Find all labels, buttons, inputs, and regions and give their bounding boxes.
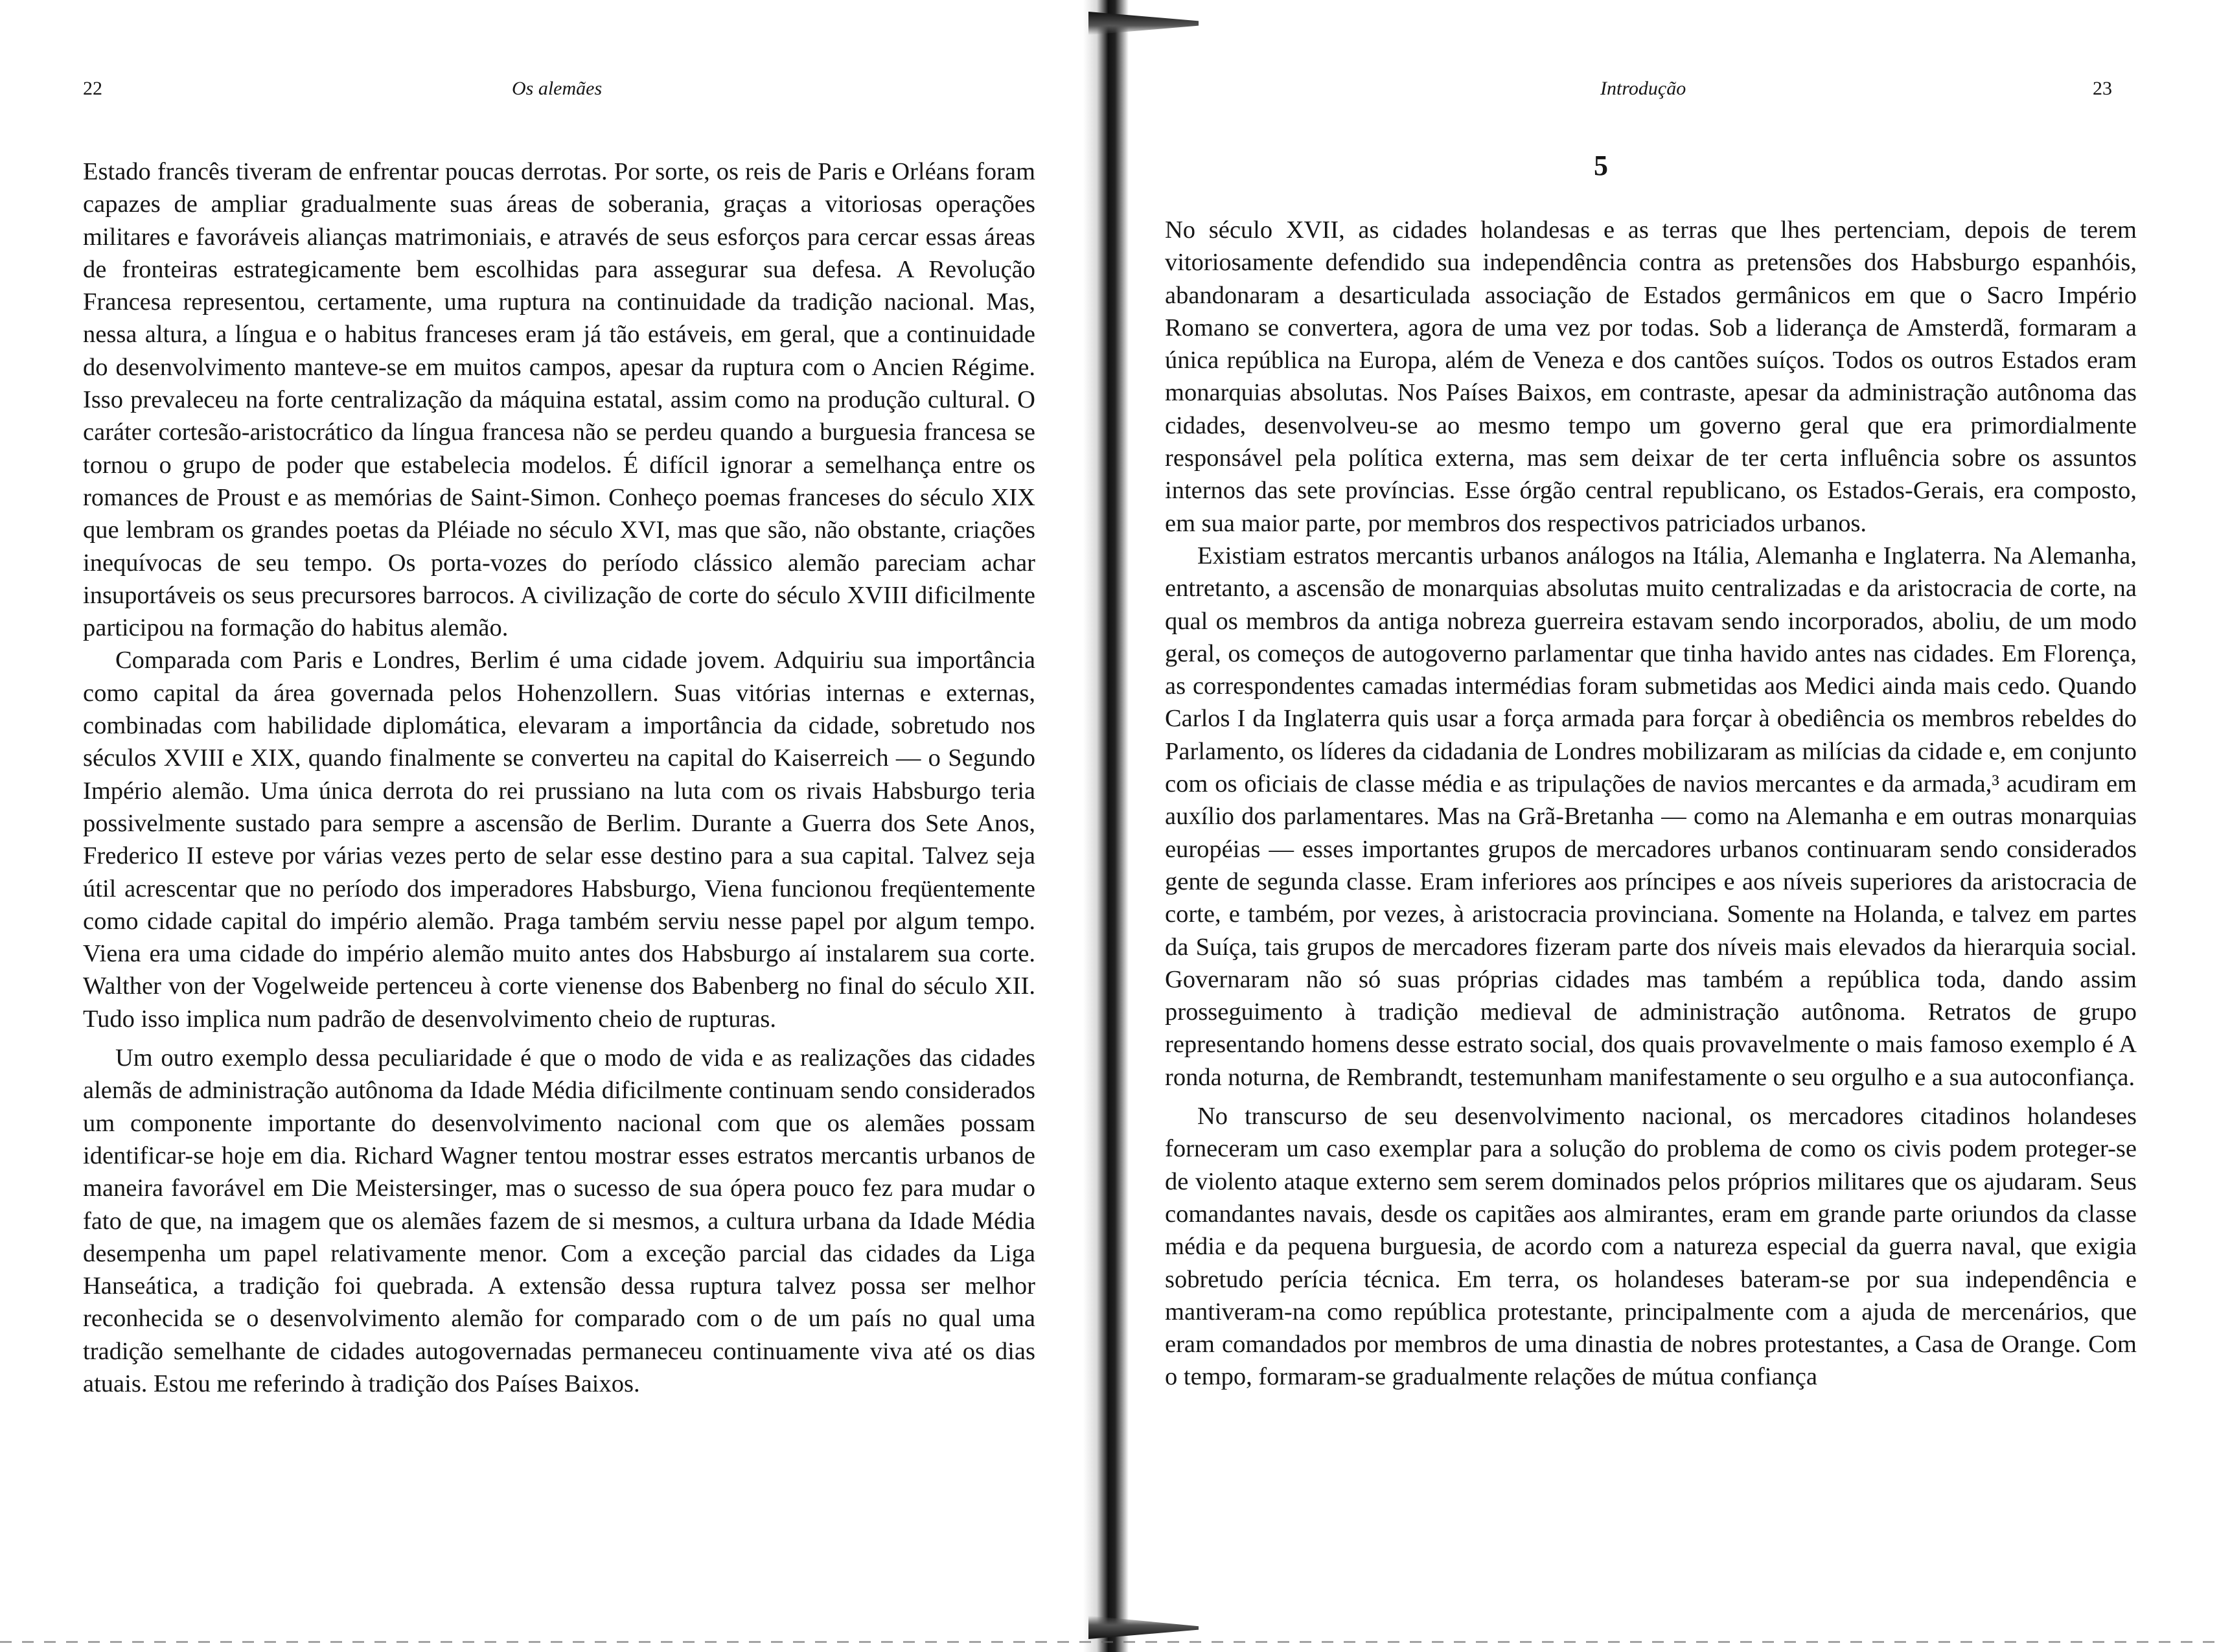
page-number: 23	[2093, 78, 2112, 99]
left-body-text	[83, 155, 1035, 1400]
right-page	[1095, 0, 2219, 1652]
paragraph: No transcurso de seu desenvolvimento nacional, os mercadores citadinos holandeses forneceram um caso exemplar para a solução do problema de como os civis podem proteger-se de violento ataque externo sem serem dominados pelos próprios militares que os ajudaram. Seus comandantes navais, desde os capitães aos almirantes, eram em grande parte oriundos da classe média e da pequena burguesia, de acordo com a natureza especial da guerra naval, que exigia sobretudo perícia técnica. Em terra, os holandeses bateram-se por sua independência e mantiveram-na como república protestante, principalmente com a ajuda de mercenários, que eram comandados por membros de uma dinastia de nobres protestantes, a Casa de Orange. Com o tempo, formaram-se gradualmente relações de mútua confiança	[1165, 1103, 2137, 1391]
paragraph: Um outro exemplo dessa peculiaridade é que o modo de vida e as realizações das cidades alemãs de administração autônoma da Idade Média dificilmente continuam sendo considerados um componente importante do desenvolvimento nacional com que os alemães possam identificar-se hoje em dia. Richard Wagner tentou mostrar esses estratos mercantis urbanos de maneira favorável em Die Meistersinger, mas o sucesso de sua ópera pouco fez para mudar o fato de que, na imagem que os alemães fazem de si mesmos, a cultura urbana da Idade Média desempenha um papel relativamente menor. Com a exceção parcial das cidades da Liga Hanseática, a tradição foi quebrada. A extensão dessa ruptura talvez possa ser melhor reconhecida se o desenvolvimento alemão for comparado com o de um país no qual uma tradição semelhante de cidades autogovernadas permaneceu continuamente viva até os dias atuais. Estou me referindo à tradição dos Países Baixos.	[83, 1044, 1035, 1397]
paragraph: Estado francês tiveram de enfrentar poucas derrotas. Por sorte, os reis de Paris e Orléans foram capazes de ampliar gradualmente suas áreas de soberania, graças a vitoriosas operações militares e favoráveis alianças matrimoniais, e através de seus esforços para cercar essas áreas de fronteiras estrategicamente bem escolhidas para assegurar sua defesa. A Revolução Francesa representou, certamente, uma ruptura na continuidade da tradição nacional. Mas, nessa altura, a língua e o habitus franceses eram já tão estáveis, em geral, que a continuidade do desenvolvimento manteve-se em muitos campos, apesar da ruptura com o Ancien Régime. Isso prevaleceu na forte centralização da máquina estatal, assim como na produção cultural. O caráter cortesão-aristocrático da língua francesa não se perdeu quando a burguesia francesa se tornou o grupo de poder que estabelecia modelos. É difícil ignorar a semelhança entre os romances de Proust e as memórias de Saint-Simon. Conheço poemas franceses do século XIX que lembram os grandes poetas da Pléiade no século XVI, mas que são, não obstante, criações inequívocas de seu tempo. Os porta-vozes do período clássico alemão pareciam achar insuportáveis os seus precursores barrocos. A civilização de corte do século XVIII dificilmente participou na formação do habitus alemão.	[83, 158, 1035, 642]
paragraph: No século XVII, as cidades holandesas e as terras que lhes pertenciam, depois de terem vitoriosamente defendido sua independência contra as pretensões dos Habsburgo espanhóis, abandonaram a desarticulada associação de Estados germânicos em que o Sacro Império Romano se convertera, agora de uma vez por todas. Sob a liderança de Amsterdã, formaram a única república na Europa, além de Veneza e dos cantões suíços. Todos os outros Estados eram monarquias absolutas. Nos Países Baixos, em contraste, apesar da administração autônoma das cidades, desenvolveu-se ao mesmo tempo um governo geral que era primordialmente responsável pela política externa, mas sem deixar de ter certa influência sobre os assuntos internos das sete províncias. Esse órgão central republicano, os Estados-Gerais, era composto, em sua maior parte, por membros dos respectivos patriciados urbanos.	[1165, 216, 2137, 537]
right-body-text	[1165, 214, 2137, 1394]
running-head-title: Os alemães	[512, 78, 603, 99]
section-number: 5	[1594, 150, 1608, 181]
running-head-title: Introdução	[1600, 78, 1686, 99]
scan-edge-artifact	[0, 1641, 2219, 1643]
paragraph: Comparada com Paris e Londres, Berlim é uma cidade jovem. Adquiriu sua importância como capital da área governada pelos Hohenzollern. Suas vitórias internas e externas, combinadas com habilidade diplomática, elevaram a importância da cidade, sobretudo nos séculos XVIII e XIX, quando finalmente se converteu na capital do Kaiserreich — o Segundo Império alemão. Uma única derrota do rei prussiano na luta com os rivais Habsburgo teria possivelmente sustado para sempre a ascensão de Berlim. Durante a Guerra dos Sete Anos, Frederico II esteve por várias vezes perto de selar esse destino para a sua capital. Talvez seja útil acrescentar que no período dos imperadores Habsburgo, Viena funcionou freqüentemente como cidade capital do império alemão. Praga também serviu nesse papel por algum tempo. Viena era uma cidade do império alemão muito antes dos Habsburgo aí instalarem sua corte. Walther von der Vogelweide pertenceu à corte vienense dos Babenberg no final do século XII. Tudo isso implica num padrão de desenvolvimento cheio de rupturas.	[83, 647, 1035, 1033]
page-number: 22	[83, 78, 102, 99]
left-page	[0, 0, 1095, 1652]
paragraph: Existiam estratos mercantis urbanos análogos na Itália, Alemanha e Inglaterra. Na Alemanha, entretanto, a ascensão de monarquias absolutas muito centralizadas e da aristocracia de corte, na qual os membros da antiga nobreza guerreira estavam sendo incorporados, aboliu, de um modo geral, os começos de autogoverno parlamentar que tinha havido antes nas cidades. Em Florença, as correspondentes camadas intermédias foram submetidas aos Medici ainda mais cedo. Quando Carlos I da Inglaterra quis usar a força armada para forçar à obediência os membros rebeldes do Parlamento, os líderes da cidadania de Londres mobilizaram as milícias da cidade e, em conjunto com os oficiais de classe média e as tripulações de navios mercantes e da armada,³ acudiram em auxílio dos parlamentares. Mas na Grã-Bretanha — como na Alemanha e em outras monarquias européias — esses importantes grupos de mercadores urbanos continuaram sendo considerados gente de segunda classe. Eram inferiores aos príncipes e aos níveis superiores da aristocracia de corte, e também, por vezes, à aristocracia provinciana. Somente na Holanda, e talvez em partes da Suíça, tais grupos de mercadores fizeram parte dos níveis mais elevados da hierarquia social. Governaram não só suas próprias cidades mas também a república toda, dando assim prosseguimento à tradição medieval de administração autônoma. Retratos de grupo representando homens desse estrato social, dos quais provavelmente o mais famoso exemplo é A ronda noturna, de Rembrandt, testemunham manifestamente o seu orgulho e a sua autoconfiança.	[1165, 542, 2137, 1091]
